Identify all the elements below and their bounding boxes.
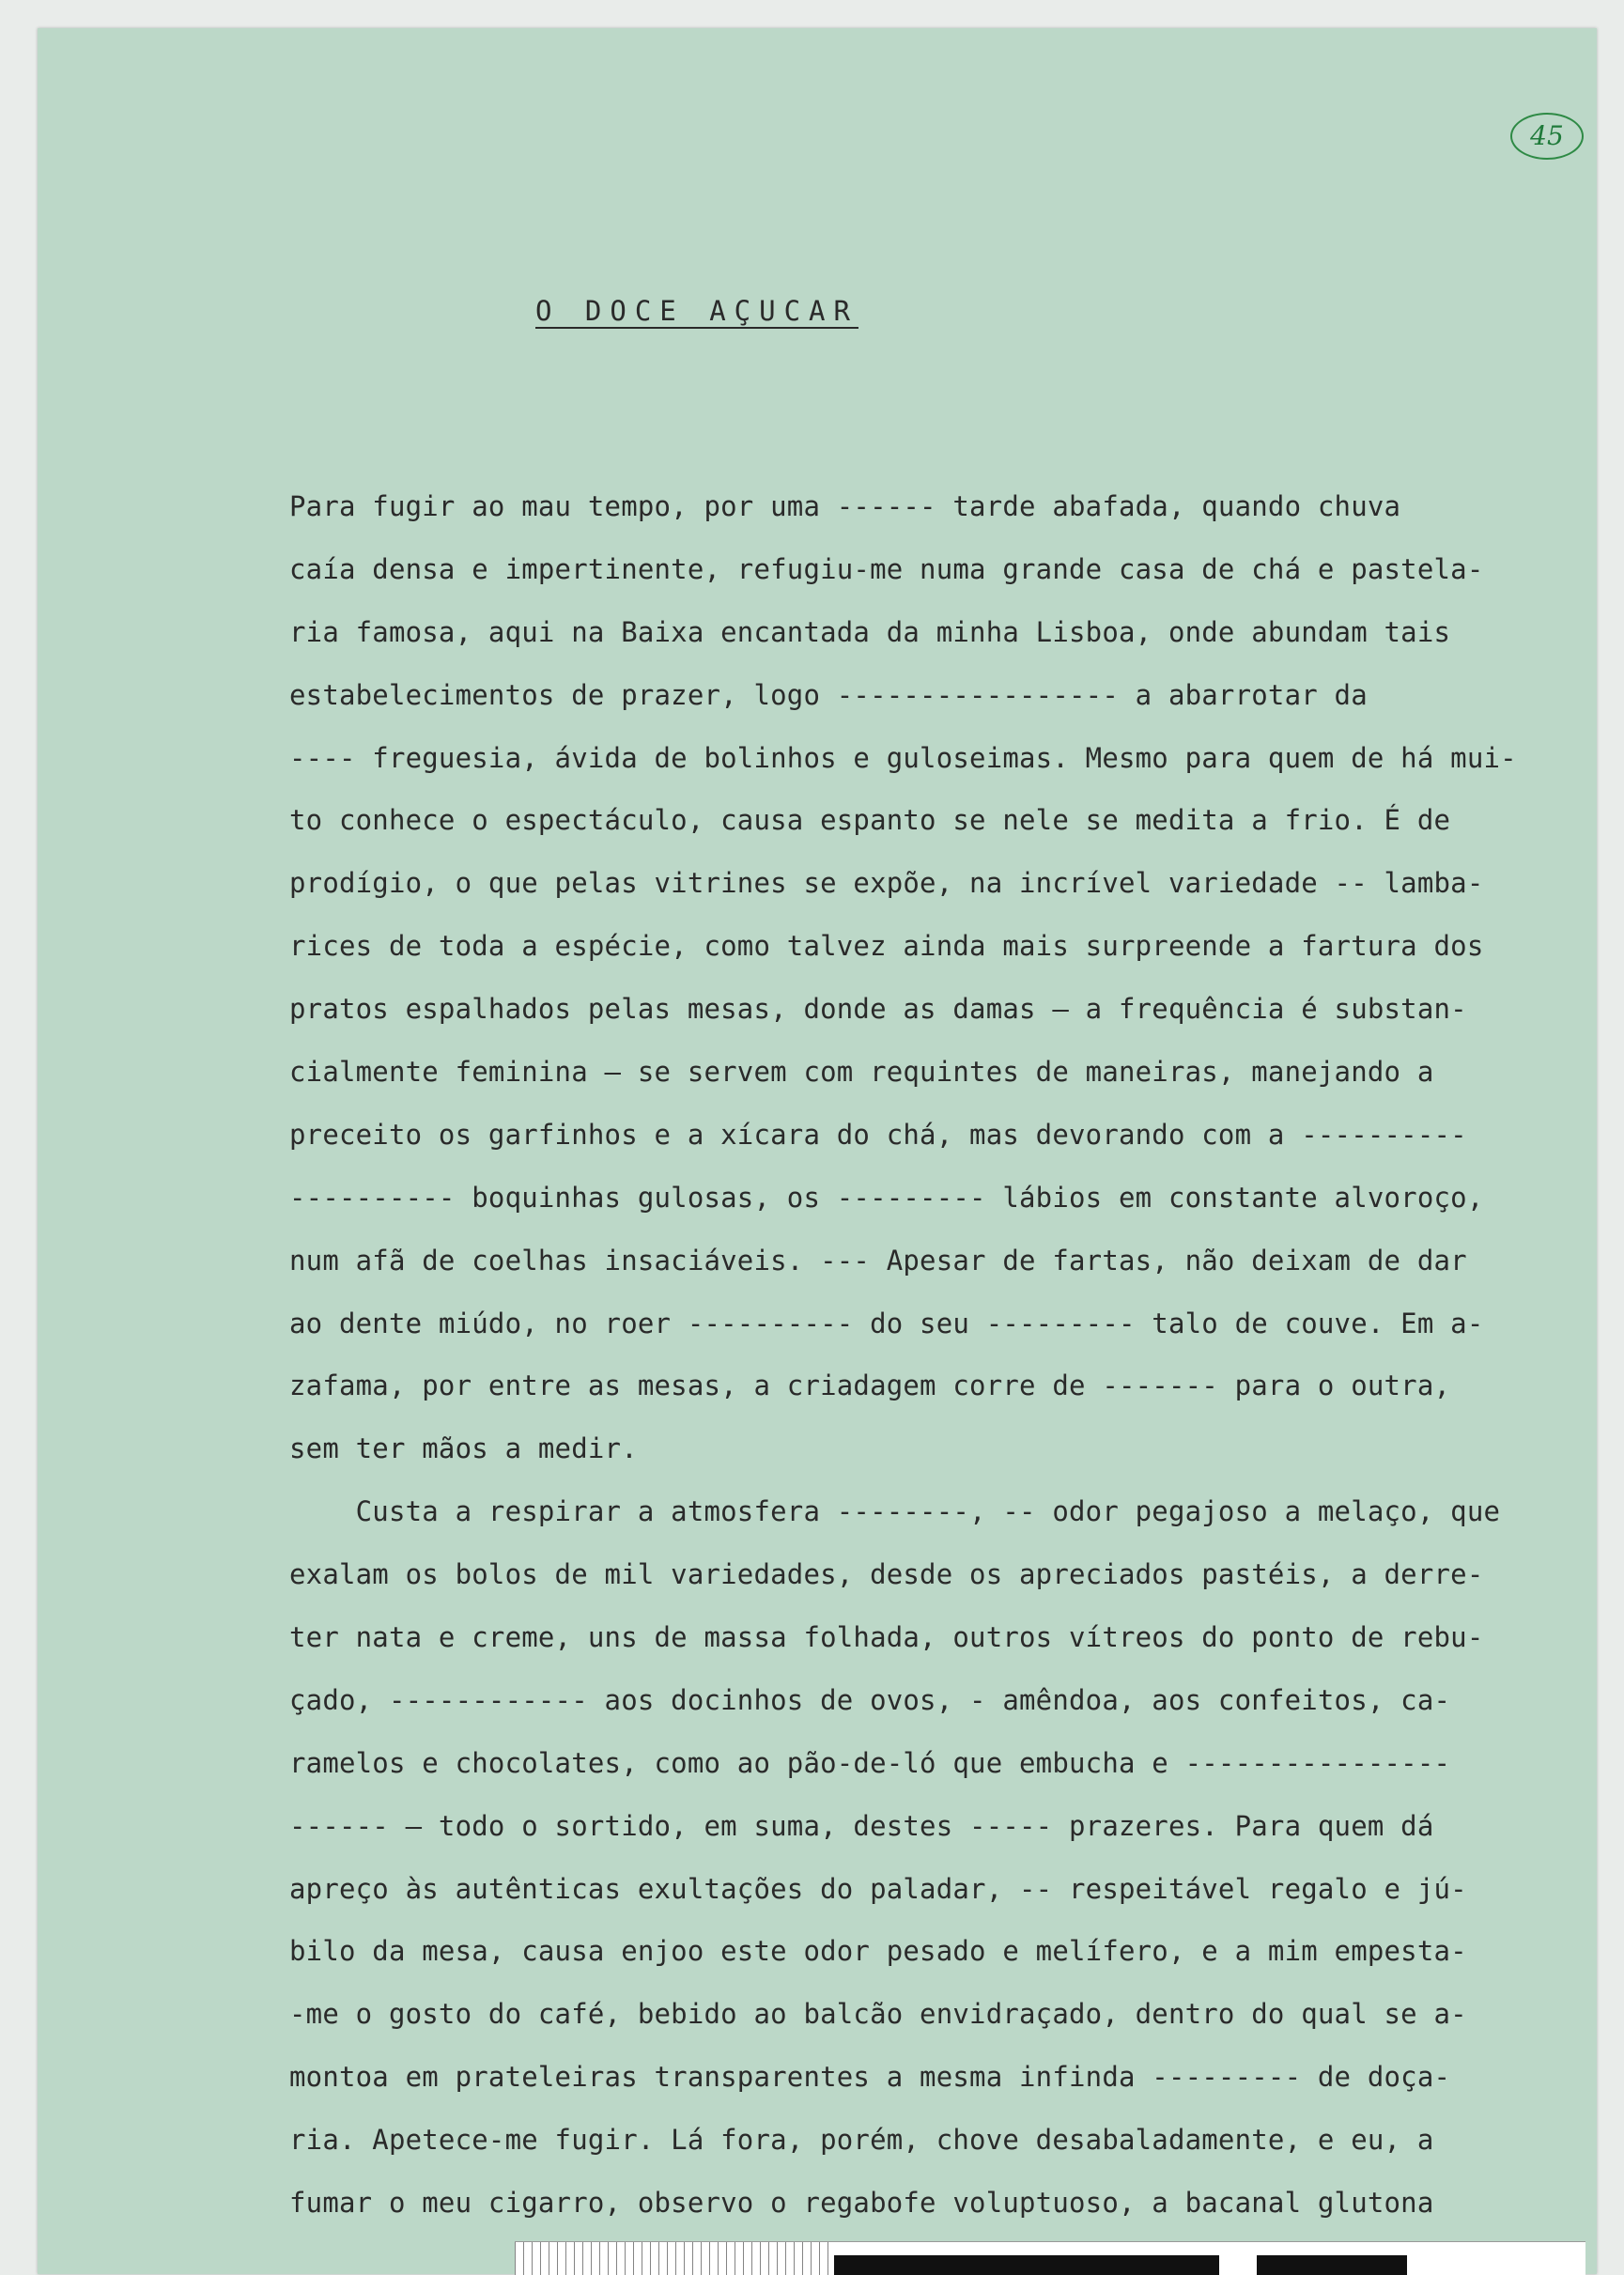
text-line: caía densa e impertinente, refugiu-me numa grande casa de chá e pastela- [289, 552, 1484, 585]
ruler-ticks [515, 2242, 834, 2275]
text-line: ter nata e creme, uns de massa folhada, outros vítreos do ponto de rebu- [289, 1621, 1484, 1654]
text-line: ------ — todo o sortido, em suma, destes ----- prazeres. Para quem dá [289, 1809, 1434, 1842]
text-line: fumar o meu cigarro, observo o regabofe voluptuoso, a bacanal glutona [289, 2187, 1434, 2220]
text-line: pratos espalhados pelas mesas, donde as damas — a frequência é substan- [289, 993, 1467, 1026]
text-line: cialmente feminina — se servem com requintes de maneiras, manejando a [289, 1056, 1434, 1089]
text-line: ria. Apetece-me fugir. Lá fora, porém, chove desabaladamente, e eu, a [289, 2124, 1434, 2157]
text-line: ao dente miúdo, no roer ---------- do seu --------- talo de couve. Em a- [289, 1307, 1484, 1339]
text-line: num afã de coelhas insaciáveis. --- Apesar de fartas, não deixam de dar [289, 1244, 1467, 1277]
body-text [289, 475, 1623, 2235]
text-line: sem ter mãos a medir. [289, 1432, 638, 1465]
ruler-block [834, 2255, 1219, 2275]
text-line: estabelecimentos de prazer, logo ----------------- a abarrotar da [289, 678, 1368, 711]
document-title: O DOCE AÇUCAR [535, 295, 858, 327]
text-line: apreço às autênticas exultações do paladar, -- respeitável regalo e jú- [289, 1872, 1467, 1905]
text-line: zafama, por entre as mesas, a criadagem corre de ------- para o outra, [289, 1370, 1451, 1402]
page-number: 45 [1510, 113, 1584, 160]
text-line: ramelos e chocolates, como ao pão-de-ló que embucha e ---------------- [289, 1746, 1451, 1779]
text-line: ---------- boquinhas gulosas, os --------- lábios em constante alvoroço, [289, 1181, 1484, 1214]
text-line: ---- freguesia, ávida de bolinhos e guloseimas. Mesmo para quem de há mui- [289, 741, 1517, 774]
text-line: montoa em prateleiras transparentes a mesma infinda --------- de doça- [289, 2061, 1451, 2094]
text-line: to conhece o espectáculo, causa espanto se nele se medita a frio. É de [289, 804, 1451, 837]
text-line: Para fugir ao mau tempo, por uma ------ tarde abafada, quando chuva [289, 490, 1401, 522]
text-line: rices de toda a espécie, como talvez ainda mais surpreende a fartura dos [289, 930, 1484, 963]
color-scale-ruler [515, 2241, 1585, 2275]
text-line: prodígio, o que pelas vitrines se expõe, na incrível variedade -- lamba- [289, 867, 1484, 900]
manuscript-page [38, 28, 1597, 2274]
text-line: -me o gosto do café, bebido ao balcão envidraçado, dentro do qual se a- [289, 1998, 1467, 2031]
text-line: exalam os bolos de mil variedades, desde os apreciados pastéis, a derre- [289, 1558, 1484, 1591]
ruler-block [1257, 2255, 1407, 2275]
text-line: çado, ------------ aos docinhos de ovos, - amêndoa, aos confeitos, ca- [289, 1683, 1451, 1716]
text-line: bilo da mesa, causa enjoo este odor pesado e melífero, e a mim empesta- [289, 1935, 1467, 1968]
text-line: Custa a respirar a atmosfera --------, -- odor pegajoso a melaço, que [289, 1495, 1501, 1528]
text-line: ria famosa, aqui na Baixa encantada da minha Lisboa, onde abundam tais [289, 615, 1451, 648]
text-line: preceito os garfinhos e a xícara do chá, mas devorando com a ---------- [289, 1118, 1467, 1151]
